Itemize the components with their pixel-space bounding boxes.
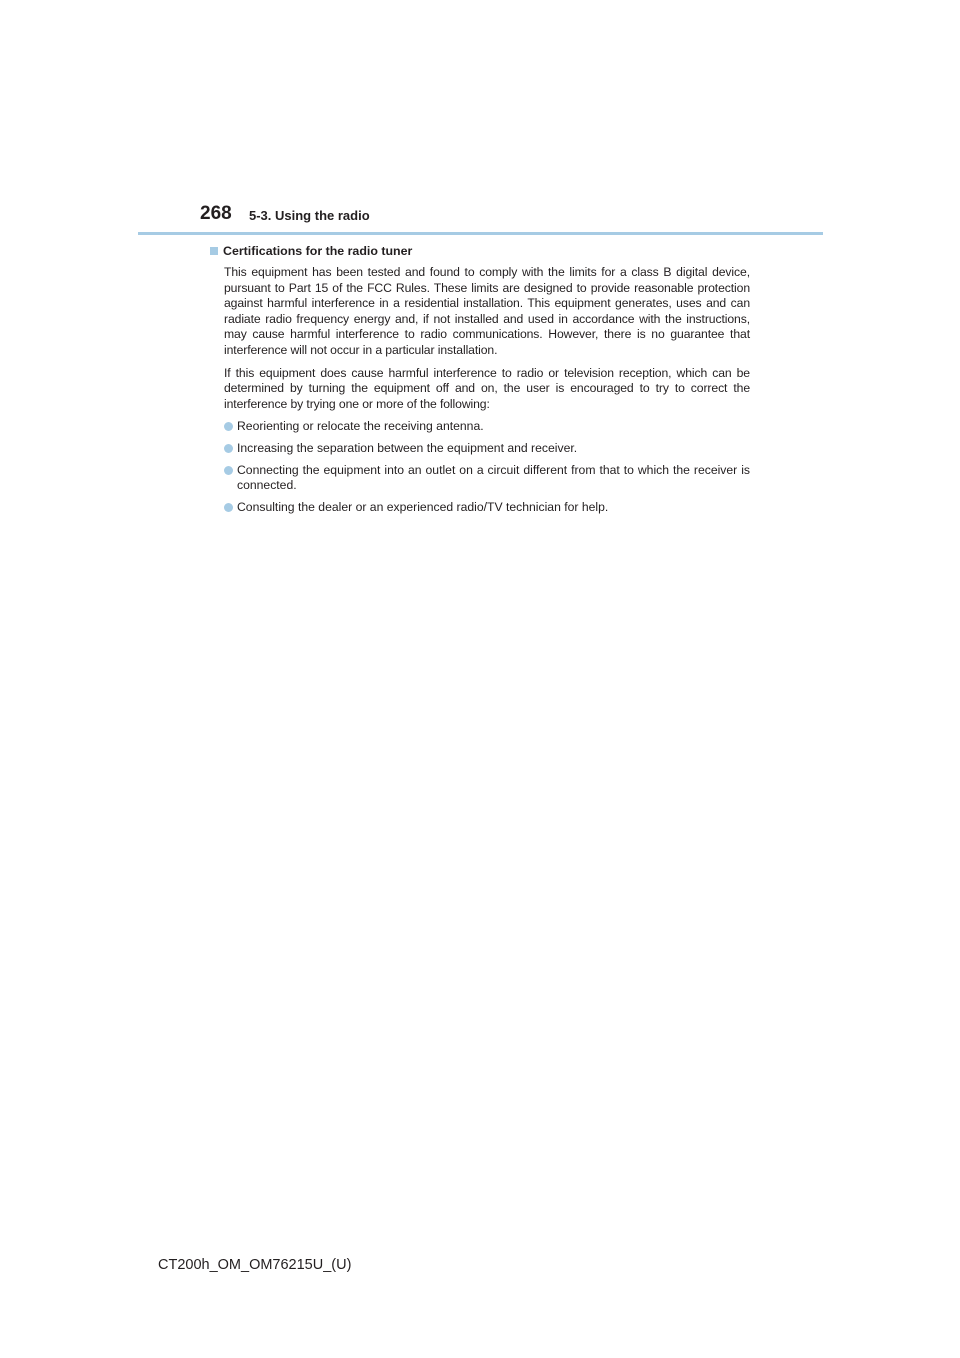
list-item-text: Connecting the equipment into an outlet on a circuit different from that to which the receiver is connected. [237,462,750,493]
paragraph: If this equipment does cause harmful interference to radio or television reception, which can be determined by turning the equipment off and on, the user is encouraged to try to correct the interference by trying one or more of the following: [224,365,750,411]
list-item [224,463,750,494]
list-item-text: Reorienting or relocate the receiving antenna. [237,419,484,434]
section-title: 5-3. Using the radio [249,208,370,223]
circle-bullet-icon [224,422,233,431]
header-rule [138,232,823,235]
list-item [224,441,750,457]
circle-bullet-icon [224,444,233,453]
circle-bullet-icon [224,466,233,475]
square-bullet-icon [210,247,218,255]
page-number: 268 [200,203,232,224]
list-item [224,500,750,516]
bullet-list [210,419,750,515]
list-item [224,419,750,435]
section-heading [210,244,750,258]
list-item-text: Increasing the separation between the equipment and receiver. [237,440,578,455]
paragraph: This equipment has been tested and found to comply with the limits for a class B digital device, pursuant to Part 15 of the FCC Rules. These limits are designed to provide reasonable protection against harmful interference in a residential installation. This equipment generates, uses and can radiate radio frequency energy and, if not installed and used in accordance with the instructions, may cause harmful interference to radio communications. However, there is no guarantee that interference will not occur in a particular installation. [224,265,750,357]
circle-bullet-icon [224,503,233,512]
main-content [210,244,750,521]
list-item-text: Consulting the dealer or an experienced radio/TV technician for help. [237,499,609,514]
heading-text: Certifications for the radio tuner [223,244,413,258]
document-code: CT200h_OM_OM76215U_(U) [158,1257,352,1273]
page-header [200,203,823,233]
